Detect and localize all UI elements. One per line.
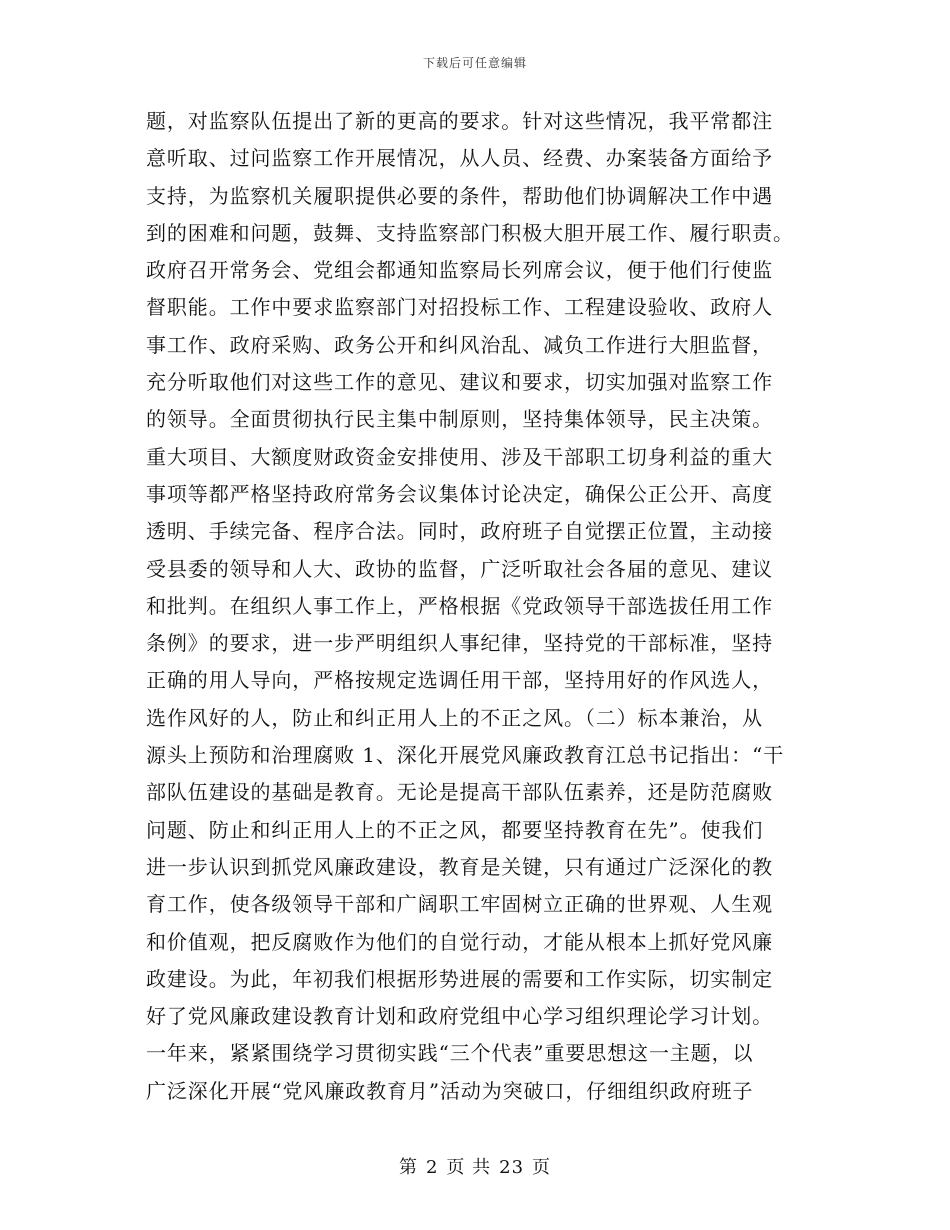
page-footer (0, 1153, 950, 1179)
text-line: 源头上预防和治理腐败 1、深化开展党风廉政教育江总书记指出：“干 (146, 743, 785, 768)
footer-prefix: 第 (398, 1157, 418, 1178)
text-line: 支持，为监察机关履职提供必要的条件，帮助他们协调解决工作中遇 (146, 183, 773, 208)
text-line: 和价值观，把反腐败作为他们的自觉行动，才能从根本上抓好党风廉 (146, 929, 773, 954)
text-line: 问题、防止和纠正用人上的不正之风，都要坚持教育在先”。使我们 (146, 817, 764, 842)
text-line: 到的困难和问题，鼓舞、支持监察部门积极大胆开展工作、履行职责。 (146, 220, 794, 245)
text-line: 受县委的领导和人大、政协的监督，广泛听取社会各届的意见、建议 (146, 556, 773, 581)
text-line: 育工作，使各级领导干部和广阔职工牢固树立正确的世界观、人生观 (146, 892, 773, 917)
footer-total-pages: 23 (499, 1157, 525, 1178)
text-line: 一年来，紧紧围绕学习贯彻实践“三个代表”重要思想这一主题，以 (146, 1041, 754, 1066)
text-line: 重大项目、大额度财政资金安排使用、涉及干部职工切身利益的重大 (146, 444, 773, 469)
text-line: 条例》的要求，进一步严明组织人事纪律，坚持党的干部标准，坚持 (146, 631, 773, 656)
text-line: 意听取、过问监察工作开展情况，从人员、经费、办案装备方面给予 (146, 146, 773, 171)
text-line: 督职能。工作中要求监察部门对招投标工作、工程建设验收、政府人 (146, 295, 773, 320)
text-line: 事工作、政府采购、政务公开和纠风治乱、减负工作进行大胆监督， (146, 332, 773, 357)
text-line: 的领导。全面贯彻执行民主集中制原则，坚持集体领导，民主决策。 (146, 407, 773, 432)
text-line: 正确的用人导向，严格按规定选调任用干部，坚持用好的作风选人， (146, 668, 773, 693)
text-line: 题，对监察队伍提出了新的更高的要求。针对这些情况，我平常都注 (146, 109, 773, 133)
text-line: 选作风好的人，防止和纠正用人上的不正之风。（二）标本兼治，从 (146, 705, 763, 730)
text-line: 政府召开常务会、党组会都通知监察局长列席会议，便于他们行使监 (146, 258, 773, 283)
footer-middle: 页 共 (446, 1157, 492, 1178)
text-line: 进一步认识到抓党风廉政建设，教育是关键，只有通过广泛深化的教 (146, 854, 773, 879)
text-line: 政建设。为此，年初我们根据形势进展的需要和工作实际，切实制定 (146, 966, 773, 991)
text-line: 事项等都严格坚持政府常务会议集体讨论决定，确保公正公开、高度 (146, 481, 773, 506)
text-line: 部队伍建设的基础是教育。无论是提高干部队伍素养，还是防范腐败 (146, 780, 773, 805)
text-line: 透明、手续完备、程序合法。同时，政府班子自觉摆正位置，主动接 (146, 519, 773, 544)
body-text (146, 103, 806, 1110)
footer-suffix: 页 (532, 1157, 552, 1178)
text-line: 和批判。在组织人事工作上，严格根据《党政领导干部选拔任用工作 (146, 593, 773, 618)
text-line: 广泛深化开展“党风廉政教育月”活动为突破口，仔细组织政府班子 (146, 1078, 754, 1103)
footer-page-number: 2 (425, 1157, 439, 1178)
header-note: 下载后可任意编辑 (422, 56, 527, 70)
text-line: 好了党风廉政建设教育计划和政府党组中心学习组织理论学习计划。 (146, 1004, 773, 1029)
text-line: 充分听取他们对这些工作的意见、建议和要求，切实加强对监察工作 (146, 370, 773, 395)
